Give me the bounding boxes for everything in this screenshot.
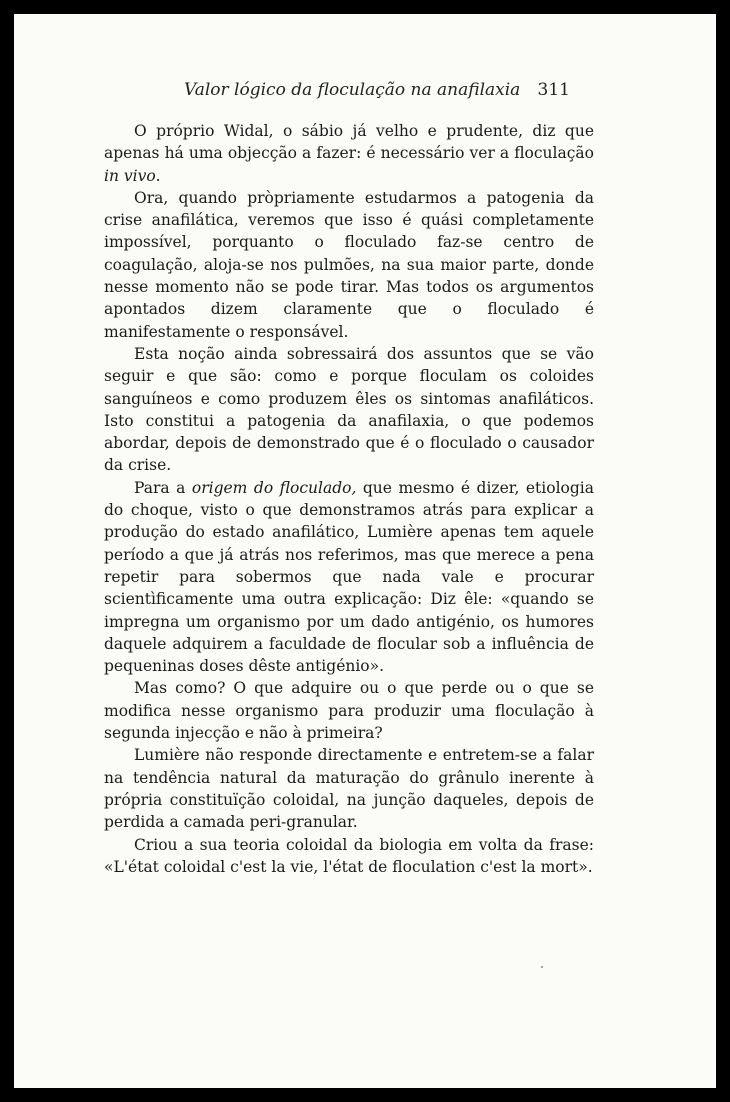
paragraph-4: [104, 477, 594, 678]
paragraph-1-tail: .: [155, 166, 161, 185]
paragraph-4-italic: origem do floculado,: [191, 478, 357, 497]
paragraph-7: Criou a sua teoria coloidal da biologia em volta da frase: «L'état coloidal c'est la vie, l'état de floculation c'est la mort».: [104, 835, 594, 876]
scan-speck: [541, 966, 543, 968]
paragraph-1-italic: in vivo: [104, 166, 156, 185]
body-text: [104, 120, 594, 878]
paragraph-1-text: O próprio Widal, o sábio já velho e prudente, diz que apenas há uma objecção a fazer: é necessário ver a floculação: [104, 122, 594, 163]
paragraph-4-text: Para a: [134, 478, 192, 497]
running-header: [184, 80, 584, 100]
paragraph-3: Esta noção ainda sobressairá dos assuntos que se vão seguir e que são: como e porque floculam os coloides sanguíneos e como produzem êles os sintomas anafiláticos. Isto constitui a patogenia da anafilaxia, o que podemos abordar, depois de demonstrado que é o floculado o causador da crise.: [104, 344, 594, 475]
paragraph-2: Ora, quando pròpriamente estudarmos a patogenia da crise anafilática, veremos que isso é quási completamente impossível, porquanto o floculado faz-se centro de coagulação, aloja-se nos pulmões, na sua maior parte, donde nesse momento não se pode tirar. Mas todos os argumentos apontados dizem claramente que o floculado é manifestamente o responsável.: [104, 188, 594, 341]
page-number: 311: [537, 80, 570, 100]
paragraph-4-tail: que mesmo é dizer, etiologia do choque, visto o que demonstramos atrás para explicar a produção do estado anafilático, Lumière apenas tem aquele período a que já atrás nos referimos, mas que merece a pena repetir para sobermos que nada vale e procurar scientìficamente uma outra explicação: Diz êle: «quando se impregna um organismo por um dado antigénio, os humores daquele adquirem a faculdade de flocular sob a influência de pequeninas doses dêste antigénio».: [104, 478, 594, 676]
paragraph-6: Lumière não responde directamente e entretem-se a falar na tendência natural da maturação do grânulo inerente à própria constituïção coloidal, na junção daqueles, depois de perdida a camada peri-granular.: [104, 746, 594, 832]
paragraph-5: Mas como? O que adquire ou o que perde ou o que se modifica nesse organismo para produzir uma floculação à segunda injecção e não à primeira?: [104, 679, 594, 743]
paragraph-1: [104, 120, 594, 187]
book-page: [14, 14, 716, 1088]
running-title: Valor lógico da floculação na anafilaxia: [184, 80, 521, 100]
